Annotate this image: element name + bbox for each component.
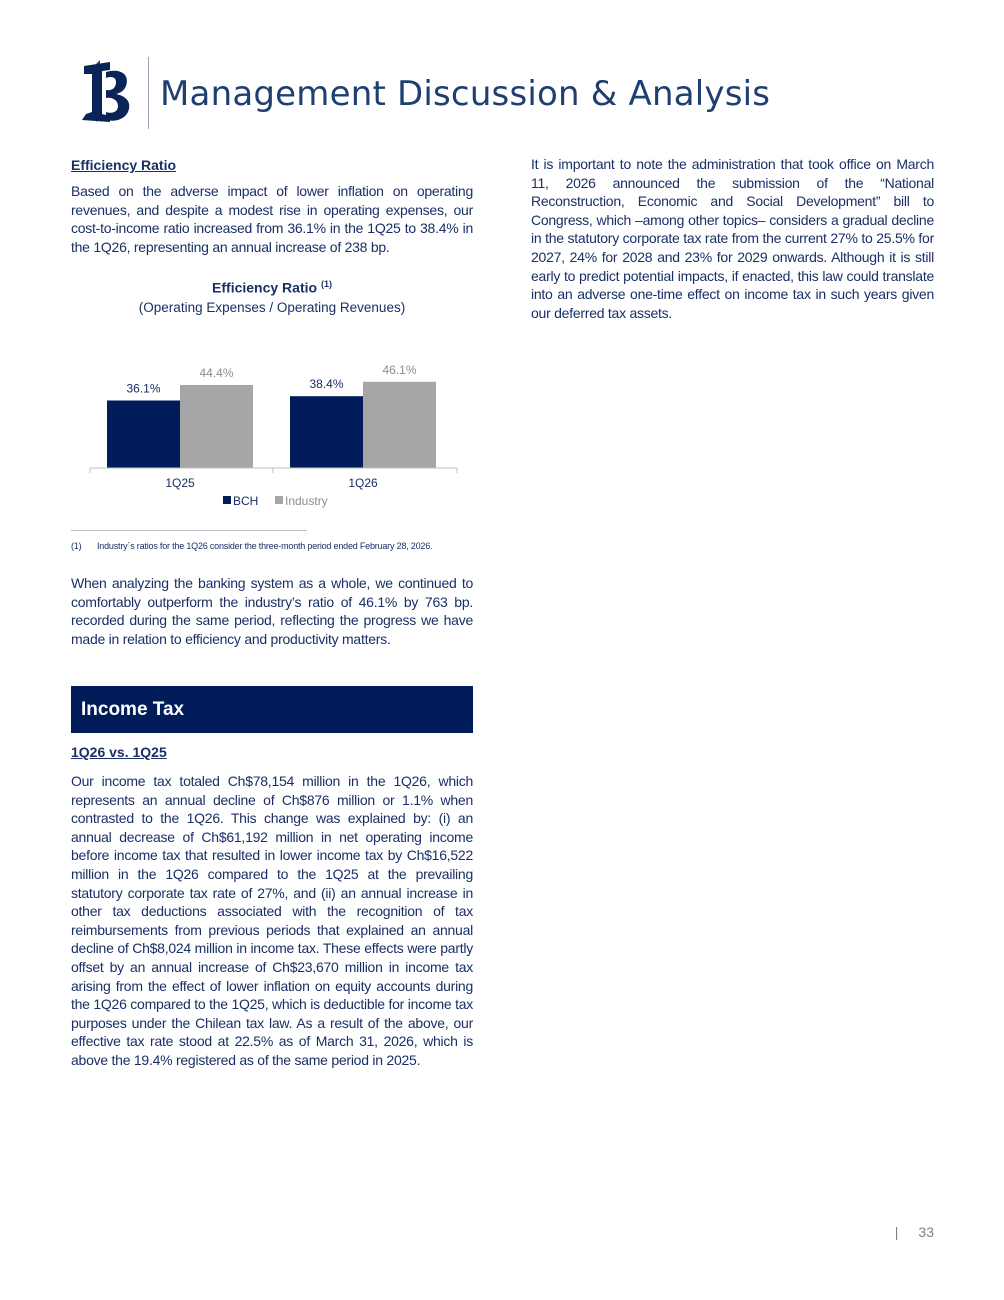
legend-label-bch: BCH [233, 494, 259, 508]
chart-subtitle: (Operating Expenses / Operating Revenues) [138, 300, 406, 315]
data-label-industry-1q25: 44.4% [199, 365, 234, 380]
legend-swatch-industry [275, 496, 283, 504]
footnote-number: (1) [71, 541, 82, 551]
x-tick-label-1q25: 1Q25 [165, 476, 195, 490]
legend-swatch-bch [223, 496, 231, 504]
income-tax-title: Income Tax [81, 699, 185, 720]
legend-label-industry: Industry [285, 494, 328, 508]
bar-bch-1q25 [107, 400, 180, 468]
bar-industry-1q26 [363, 382, 436, 468]
data-label-industry-1q26: 46.1% [382, 362, 417, 377]
bar-industry-1q25 [180, 385, 253, 468]
bar-bch-1q26 [290, 396, 363, 468]
efficiency-ratio-chart [70, 350, 480, 520]
bank-logo-icon [80, 60, 136, 124]
header-divider [148, 57, 149, 129]
income-tax-subheading: 1Q26 vs. 1Q25 [71, 744, 167, 760]
industry-comparison-paragraph: When analyzing the banking system as a whole, we continued to comfortably outperform the industry’s ratio of 46.1% by 763 bp. recorded during the same period, reflecting the progress we have made in relation to efficiency and productivity matters. [71, 575, 473, 647]
page-number: 33 [918, 1224, 934, 1240]
data-label-bch-1q26: 38.4% [309, 377, 344, 392]
efficiency-ratio-heading: Efficiency Ratio [71, 157, 177, 173]
page-title: Management Discussion & Analysis [160, 74, 771, 114]
footer-separator: | [894, 1224, 899, 1240]
footnote-text: Industry´s ratios for the 1Q26 consider the three-month period ended February 28, 2026. [97, 541, 433, 551]
efficiency-paragraph: Based on the adverse impact of lower inflation on operating revenues, and despite a modest rise in operating expenses, our cost-to-income ratio increased from 36.1% in the 1Q25 to 38.4% in the 1Q26, representing an annual increase of 238 bp. [71, 183, 473, 255]
chart-title-note: (1) [320, 279, 332, 289]
footnote-rule [71, 530, 307, 531]
chart-title [71, 279, 473, 296]
tax-reform-paragraph: It is important to note the administration that took office on March 11, 2026 announced the submission of the “National Reconstruction, Economic and Social Development” bill to Congress, which –among other topics– considers a gradual decline in the statutory corporate tax rate from the current 27% to 25.5% for 2027, 24% for 2028 and 23% for 2029 onwards. Although it is still early to predict potential impacts, if enacted, this law could translate into an adverse one-time effect on income tax in such years given our deferred tax assets. [531, 156, 934, 321]
income-tax-band [71, 686, 473, 733]
chart-title-text: Efficiency Ratio [212, 279, 318, 296]
page-footer [895, 1224, 934, 1240]
x-tick-label-1q26: 1Q26 [348, 476, 378, 490]
income-tax-paragraph: Our income tax totaled Ch$78,154 million in the 1Q26, which represents an annual decline of Ch$876 million or 1.1% when contrasted to the 1Q26. This change was explained by: (i) an annual decrease of Ch$61,192 million in net operating income before income tax that resulted in lower income tax by Ch$16,522 million in the 1Q26 compared to the 1Q25 at the prevailing statutory corporate tax rate of 27%, and (ii) an annual increase in other tax deductions associated with the recognition of tax reimbursements from previous periods that explained an annual decline of Ch$8,024 million in income tax. These effects were partly offset by an annual increase of Ch$23,670 million in income tax arising from the effect of lower inflation on equity accounts during the 1Q26 compared to the 1Q25, which is deductible for income tax purposes under the Chilean tax law. As a result of the above, our effective tax rate stood at 22.5% as of March 31, 2026, which is above the 19.4% registered as of the same period in 2025. [71, 773, 473, 1068]
chart-footnote [71, 541, 432, 551]
data-label-bch-1q25: 36.1% [126, 381, 161, 396]
